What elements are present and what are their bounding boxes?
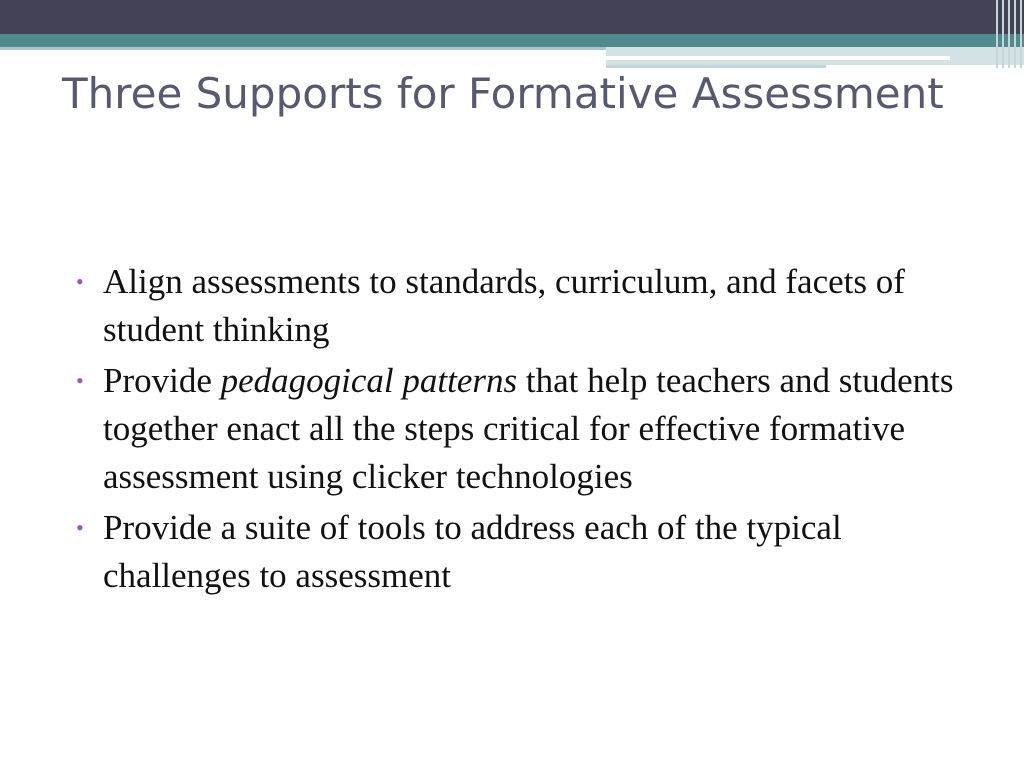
bullet-emphasis: pedagogical patterns bbox=[220, 361, 518, 400]
bullet-text-start: Provide bbox=[103, 361, 221, 400]
bullet-item bbox=[76, 357, 976, 501]
bullet-text-end: that help teachers and students together enact all the steps critical for effective formative assessment using clicker technologies bbox=[103, 361, 954, 496]
bullet-item bbox=[76, 504, 976, 600]
header-bar bbox=[0, 0, 1024, 34]
header-accent-line bbox=[606, 56, 950, 60]
bullet-list bbox=[76, 258, 976, 603]
header-teal-band bbox=[0, 34, 1024, 47]
header-light-band bbox=[0, 47, 606, 50]
bullet-text: Align assessments to standards, curriculum, and facets of student thinking bbox=[103, 262, 905, 349]
header-corner-lines bbox=[994, 0, 1024, 68]
bullet-dot: • bbox=[76, 515, 84, 540]
bullet-text: Provide a suite of tools to address each of the typical challenges to assessment bbox=[103, 508, 842, 595]
bullet-dot: • bbox=[76, 269, 84, 294]
slide-title: Three Supports for Formative Assessment bbox=[62, 69, 944, 118]
bullet-dot: • bbox=[76, 368, 84, 393]
bullet-item bbox=[76, 258, 976, 354]
